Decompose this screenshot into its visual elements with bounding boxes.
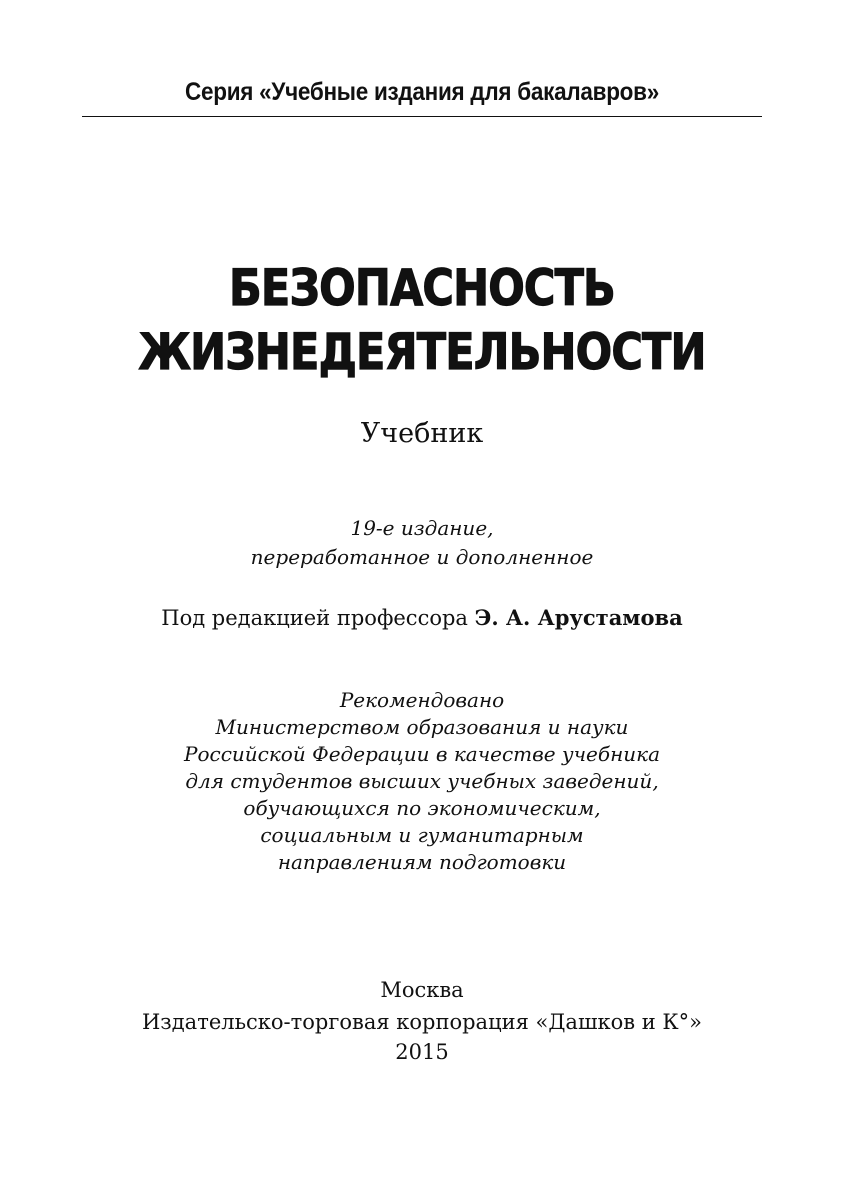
imprint-city: Москва [380, 978, 464, 1002]
editor-prefix: Под редакцией профессора [161, 606, 475, 630]
recommendation-line: для студентов высших учебных заведений, [185, 769, 659, 793]
imprint-publisher: Издательско-торговая корпорация «Дашков и К°» [141, 1010, 703, 1034]
recommendation-line: Российской Федерации в качестве учебника [184, 742, 660, 766]
book-title-line-2: ЖИЗНЕДЕЯТЕЛЬНОСТИ [138, 323, 706, 381]
book-title-line-1: БЕЗОПАСНОСТЬ [229, 259, 615, 317]
edition-line-1: 19-е издание, [350, 516, 494, 540]
book-subtitle: Учебник [360, 418, 484, 449]
edition-line-2: переработанное и дополненное [250, 545, 594, 569]
recommendation-line: обучающихся по экономическим, [243, 796, 601, 820]
recommendation-line: направлениям подготовки [277, 850, 567, 874]
recommendation-line: Рекомендовано [339, 688, 505, 712]
imprint-year: 2015 [395, 1040, 449, 1064]
recommendation-block [0, 687, 844, 876]
editor-name: Э. А. Арустамова [474, 605, 683, 630]
recommendation-line: социальным и гуманитарным [260, 823, 584, 847]
series-heading: Серия «Учебные издания для бакалавров» [185, 78, 659, 106]
header-divider [82, 116, 762, 117]
edition-info [0, 514, 844, 572]
recommendation-line: Министерством образования и науки [215, 715, 629, 739]
editor-credit [0, 605, 844, 630]
